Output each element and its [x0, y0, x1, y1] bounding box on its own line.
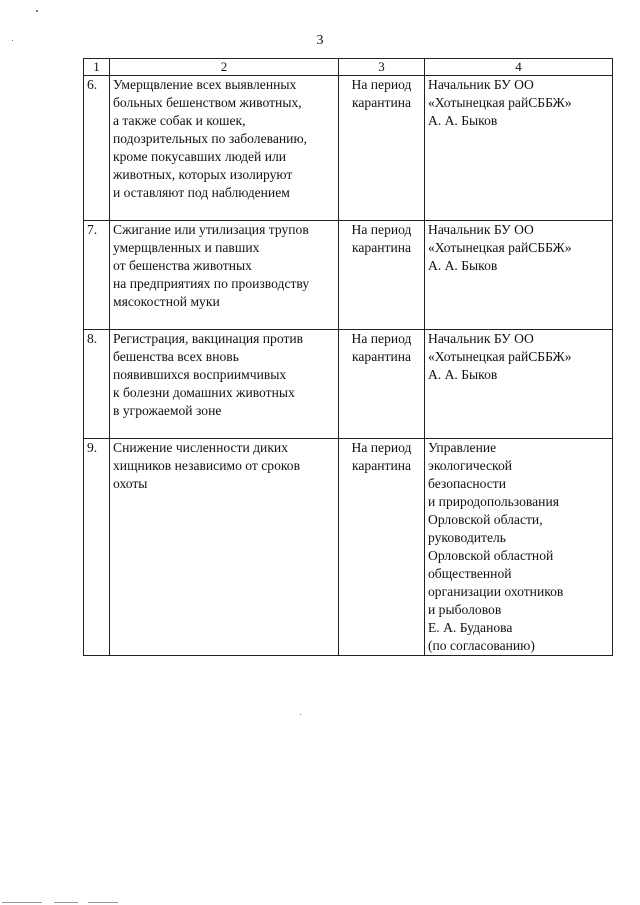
activity-cell	[110, 439, 339, 656]
table-row	[84, 330, 613, 439]
period-line: На период	[351, 222, 412, 237]
responsible-line: Е. А. Буданова	[428, 620, 513, 635]
responsible-line: и природопользования	[428, 494, 559, 509]
responsible-line: Орловской областной	[428, 548, 554, 563]
column-header: 3	[339, 59, 425, 76]
activity-line: бешенства всех вновь	[113, 349, 239, 364]
activity-line: мясокостной муки	[113, 294, 220, 309]
responsible-line: Управление	[428, 440, 497, 455]
period-cell	[339, 439, 425, 656]
activity-line: кроме покусавших людей или	[113, 149, 287, 164]
responsible-line: и рыболовов	[428, 602, 502, 617]
period-cell	[339, 330, 425, 439]
scan-speck	[12, 40, 13, 41]
activity-line: животных, которых изолируют	[113, 167, 293, 182]
period-cell	[339, 221, 425, 330]
period-line: карантина	[351, 95, 412, 110]
period-line: карантина	[351, 240, 412, 255]
period-line: На период	[351, 331, 412, 346]
scan-footer-mark	[54, 902, 78, 903]
table-header-row	[84, 59, 613, 76]
activity-line: умерщвленных и павших	[113, 240, 260, 255]
responsible-line: (по согласованию)	[428, 638, 535, 653]
responsible-line: Начальник БУ ОО	[428, 77, 534, 92]
activity-cell	[110, 330, 339, 439]
table-row	[84, 439, 613, 656]
period-line: карантина	[351, 349, 412, 364]
responsible-cell	[425, 439, 613, 656]
activity-line: охоты	[113, 476, 148, 491]
activity-line: Умерщвление всех выявленных	[113, 77, 297, 92]
period-cell	[339, 76, 425, 221]
responsible-line: «Хотынецкая райСББЖ»	[428, 349, 572, 364]
responsible-line: руководитель	[428, 530, 507, 545]
row-number: 8.	[84, 330, 110, 439]
scan-speck	[36, 10, 38, 12]
row-number: 9.	[84, 439, 110, 656]
scan-footer-mark	[88, 902, 118, 903]
responsible-line: безопасности	[428, 476, 507, 491]
responsible-line: Начальник БУ ОО	[428, 331, 534, 346]
activity-line: и оставляют под наблюдением	[113, 185, 290, 200]
activity-line: на предприятиях по производству	[113, 276, 310, 291]
activity-line: в угрожаемой зоне	[113, 403, 222, 418]
scan-speck	[300, 714, 301, 715]
activity-line: хищников независимо от сроков	[113, 458, 301, 473]
activity-line: Сжигание или утилизация трупов	[113, 222, 309, 237]
responsible-cell	[425, 221, 613, 330]
responsible-cell	[425, 330, 613, 439]
column-header: 2	[110, 59, 339, 76]
responsible-line: организации охотников	[428, 584, 564, 599]
column-header: 4	[425, 59, 613, 76]
page-number: 3	[316, 33, 324, 48]
activity-line: Снижение численности диких	[113, 440, 289, 455]
activity-line: к болезни домашних животных	[113, 385, 295, 400]
responsible-line: А. А. Быков	[428, 258, 498, 273]
measures-table	[83, 58, 613, 656]
row-number: 7.	[84, 221, 110, 330]
activity-line: больных бешенством животных,	[113, 95, 302, 110]
period-line: На период	[351, 77, 412, 92]
responsible-line: экологической	[428, 458, 513, 473]
table-row	[84, 221, 613, 330]
row-number: 6.	[84, 76, 110, 221]
activity-line: а также собак и кошек,	[113, 113, 246, 128]
period-line: карантина	[351, 458, 412, 473]
responsible-line: Начальник БУ ОО	[428, 222, 534, 237]
table-row	[84, 76, 613, 221]
responsible-line: А. А. Быков	[428, 113, 498, 128]
activity-cell	[110, 221, 339, 330]
column-header: 1	[84, 59, 110, 76]
scan-footer-mark	[2, 902, 42, 903]
activity-line: появившихся восприимчивых	[113, 367, 287, 382]
activity-line: подозрительных по заболеванию,	[113, 131, 307, 146]
responsible-cell	[425, 76, 613, 221]
responsible-line: «Хотынецкая райСББЖ»	[428, 95, 572, 110]
period-line: На период	[351, 440, 412, 455]
activity-cell	[110, 76, 339, 221]
responsible-line: А. А. Быков	[428, 367, 498, 382]
activity-line: Регистрация, вакцинация против	[113, 331, 304, 346]
responsible-line: «Хотынецкая райСББЖ»	[428, 240, 572, 255]
responsible-line: общественной	[428, 566, 512, 581]
responsible-line: Орловской области,	[428, 512, 543, 527]
activity-line: от бешенства животных	[113, 258, 252, 273]
